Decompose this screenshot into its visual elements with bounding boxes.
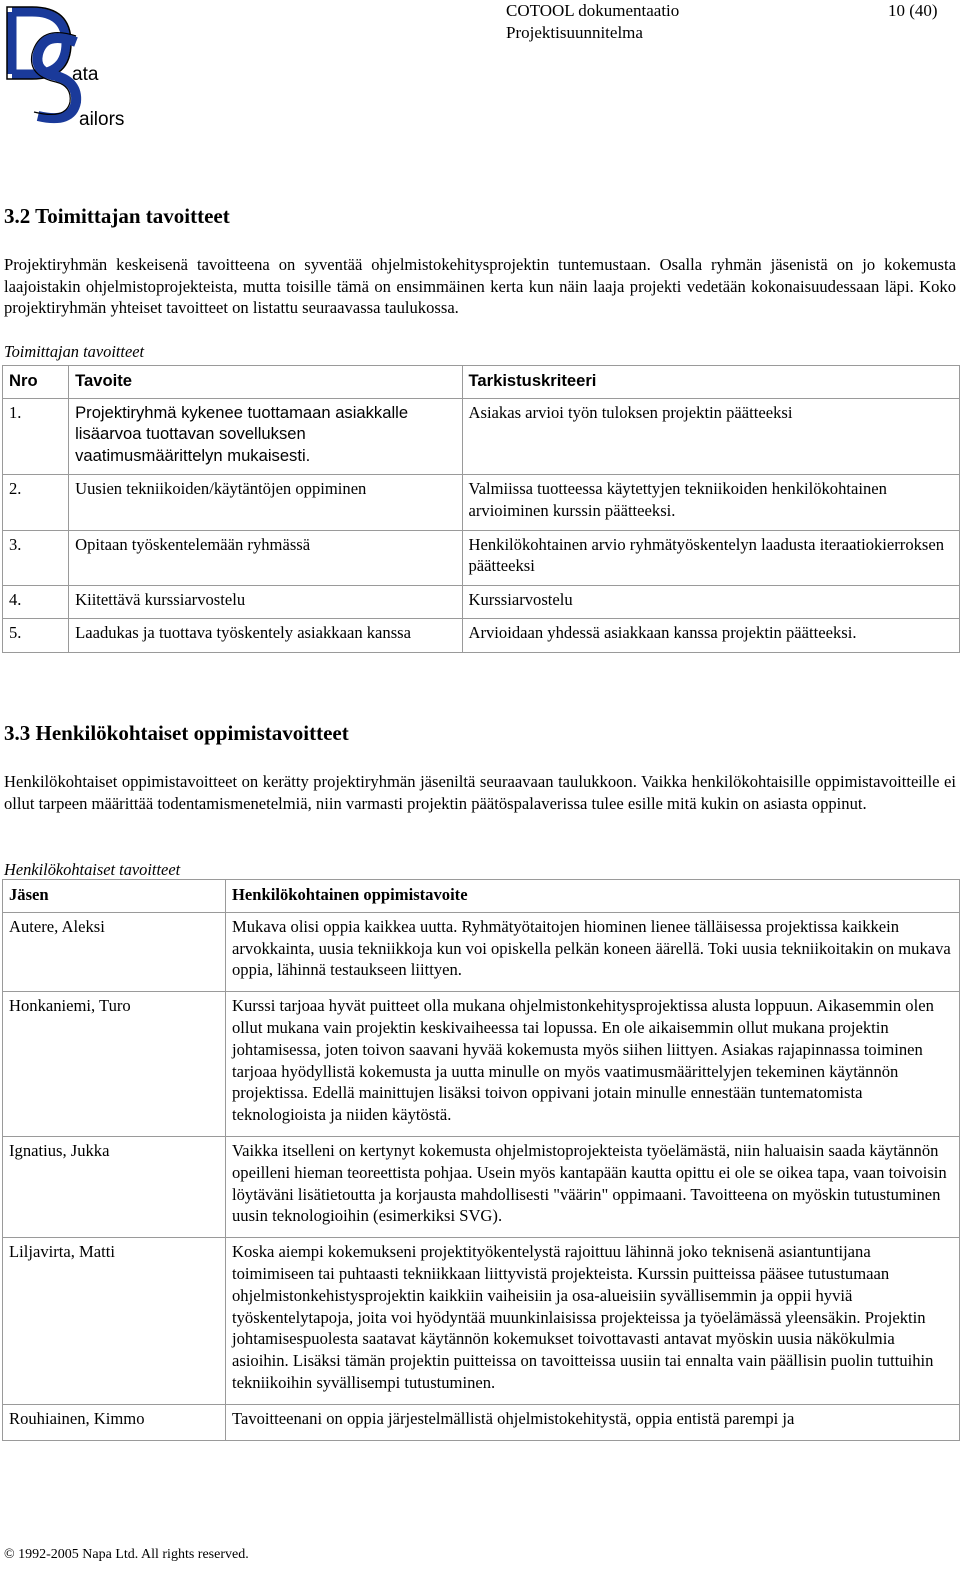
row-goal: Laadukas ja tuottava työskentely asiakkaan kanssa [69,619,462,653]
member-name: Ignatius, Jukka [3,1136,226,1237]
section-heading-3-2: 3.2 Toimittajan tavoitteet [4,204,230,228]
supplier-goals-table [2,365,960,653]
table-row [3,1404,960,1440]
column-header-tarkistuskriteeri: Tarkistuskriteeri [462,366,960,399]
table-row [3,912,960,991]
table-row [3,619,960,653]
logo-text-ailors: ailors [79,109,125,130]
row-criteria: Henkilökohtainen arvio ryhmätyöskentelyn laadusta iteraatiokierroksen päätteeksi [462,530,960,585]
row-goal: Projektiryhmä kykenee tuottamaan asiakkalle lisäarvoa tuottavan sovelluksen vaatimusmäärittelyn mukaisesti. [69,398,462,475]
table-row [3,530,960,585]
table-row [3,475,960,530]
row-number: 5. [3,619,69,653]
table-row [3,1238,960,1405]
footer-copyright: © 1992-2005 Napa Ltd. All rights reserved. [4,1547,249,1562]
column-header-nro: Nro [3,366,69,399]
document-header [506,0,938,44]
table-caption-henkilokohtaiset: Henkilökohtaiset tavoitteet [4,860,181,879]
member-goal: Kurssi tarjoaa hyvät puitteet olla mukana ohjelmistonkehitysprojektissa alusta loppuun. Aikasemmin olen ollut mukana vain projektin keskivaiheessa tai lopussa. En ole aikaisemmin ollut mukana projektin johtamisessa, joten toivon saavani hyvää kokemusta myös siihen liittyen. Asiakas rajapinnassa toiminen tarjoaa hyödyllistä kokemusta ja uutta minulle on myös vaatimusmäärittelyjen tekeminen käytännön projektissa. Edellä mainittujen lisäksi toivon oppivani jotain minulle ennestään tuntematomista teknologioista ja niiden käytöstä. [226,992,960,1137]
row-criteria: Kurssiarvostelu [462,585,960,619]
personal-goals-table-clip [0,879,960,1492]
member-goal: Tavoitteenani on oppia järjestelmällistä ohjelmistokehitystä, oppia entistä parempi ja [226,1404,960,1440]
column-header-oppimistavoite: Henkilökohtainen oppimistavoite [226,880,960,913]
member-goal: Koska aiempi kokemukseni projektityökentelystä rajoittuu lähinnä joko teknisenä asiantuntijana toimimiseen tai puhtaasti tekniikkaan liittyvistä projekteista. Kurssin puitteissa pääsee tutustumaan ohjelmistonkehistysprojektin kaikkiin vaiheisiin ja osa-alueisiin syvällisemmin ja oppii hyviä työskentelytapoja, joita voi hyödyntää muunkinlaisissa projekteissa ja työelämässä yleensäkin. Projektin johtamisespuolesta saatavat käytännön kokemukset toivottavasti antavat myöskin uusia näkökulmia asioihin. Lisäksi tämän projektin puitteissa on tavoitteissa uusiin tai ennalta vain päällisin puolin tuttuihin tekniikoihin syvällisempi tutustuminen. [226,1238,960,1405]
row-criteria: Valmiissa tuotteessa käytettyjen tekniikoiden henkilökohtainen arvioiminen kurssin päätteeksi. [462,475,960,530]
logo-graphic [4,4,134,130]
row-criteria: Asiakas arvioi työn tuloksen projektin päätteeksi [462,398,960,475]
page-number: 10 (40) [888,1,938,20]
row-goal: Opitaan työskentelemään ryhmässä [69,530,462,585]
table-row [3,585,960,619]
table-row [3,1136,960,1237]
table-row [3,992,960,1137]
personal-goals-table [2,879,960,1441]
section-3-2-paragraph: Projektiryhmän keskeisenä tavoitteena on syventää ohjelmistokehitysprojektin tuntemustaan. Osalla ryhmän jäsenistä on jo kokemusta laajoistakin ohjelmistoprojekteista, mutta toisille tämä on ensimmäinen kerta kun näin laaja projekti vedetään kokonaisuudessaan läpi. Koko projektiryhmän yhteiset tavoitteet on listattu seuraavassa taulukossa. [4,255,956,318]
logo-text-ata: ata [72,64,99,85]
member-name: Autere, Aleksi [3,912,226,991]
document-title: COTOOL dokumentaatio [506,1,680,20]
member-goal: Vaikka itselleni on kertynyt kokemusta ohjelmistoprojekteista työelämästä, niin haluaisin saada käytännön opeilleni hieman teoreettista pohjaa. Usein myös kantapään kautta opittu ei ole se oikea tapa, vaan toivoisin löytäväni lisätietoutta ja korjausta mahdollisesti "väärin" oppimaani. Tavoitteena on myöskin tutustuminen uusin teknologioihin (esimerkiksi SVG). [226,1136,960,1237]
table-row [3,398,960,475]
row-goal: Uusien tekniikoiden/käytäntöjen oppiminen [69,475,462,530]
table-header-row [3,366,960,399]
row-number: 3. [3,530,69,585]
section-3-3-paragraph: Henkilökohtaiset oppimistavoitteet on kerätty projektiryhmän jäseniltä seuraavaan taulukkoon. Vaikka henkilökohtaisille oppimistavoitteille ei ollut tarpeen määrittää todentamismenetelmiä, niin varmasti projektin päätöspalaverissa tulee esille mitä kukin on asiasta oppinut. [4,772,956,813]
document-subtitle: Projektisuunnitelma [506,23,643,42]
row-number: 1. [3,398,69,475]
datasailors-logo [4,4,134,130]
table-header-row [3,880,960,913]
member-goal: Mukava olisi oppia kaikkea uutta. Ryhmätyötaitojen hiominen lienee tälläisessa projektissa kaikkein arvokkainta, uusia tekniikkoja kun voi opiskella pelkän koneen äärellä. Toki uusia tekniikoitakin on mukava oppia, lähinnä testaukseen liittyen. [226,912,960,991]
row-criteria: Arvioidaan yhdessä asiakkaan kanssa projektin päätteeksi. [462,619,960,653]
row-number: 2. [3,475,69,530]
section-heading-3-3: 3.3 Henkilökohtaiset oppimistavoitteet [4,721,349,745]
column-header-tavoite: Tavoite [69,366,462,399]
row-goal: Kiitettävä kurssiarvostelu [69,585,462,619]
member-name: Liljavirta, Matti [3,1238,226,1405]
member-name: Rouhiainen, Kimmo [3,1404,226,1440]
row-number: 4. [3,585,69,619]
column-header-jasen: Jäsen [3,880,226,913]
table-caption-toimittajan: Toimittajan tavoitteet [4,342,145,361]
member-name: Honkaniemi, Turo [3,992,226,1137]
